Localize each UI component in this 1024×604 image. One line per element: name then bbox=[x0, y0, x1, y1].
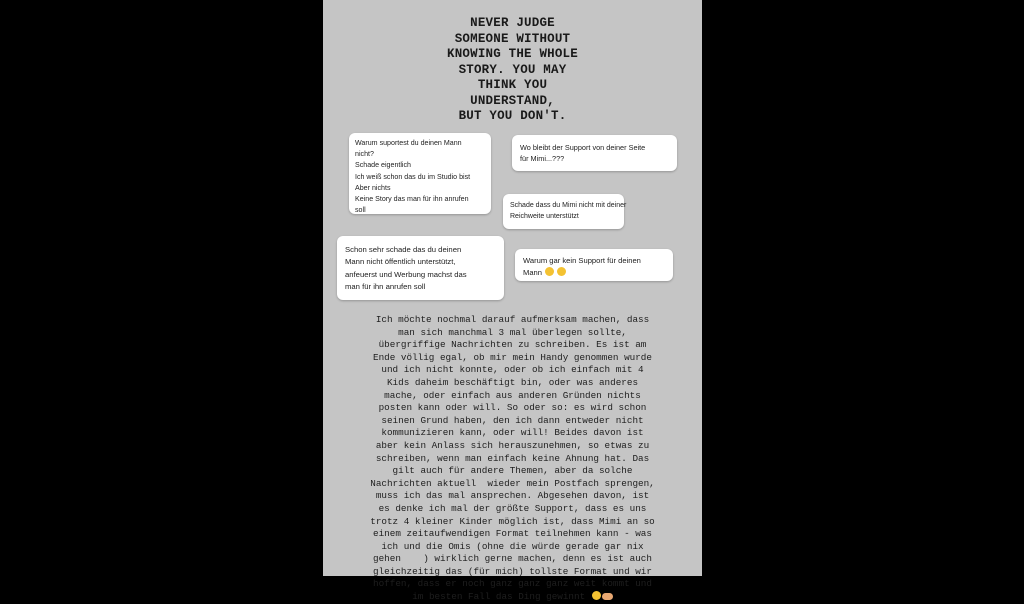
body-line: aber kein Anlass sich herauszunehmen, so etwas zu bbox=[375, 439, 650, 451]
body-line: hoffen, dass er noch ganz ganz ganz weit kommt und bbox=[373, 578, 652, 590]
story-frame bbox=[323, 0, 702, 603]
quote-line: STORY. YOU MAY bbox=[458, 62, 567, 77]
body-line-text: im besten Fall das Ding gewinnt bbox=[412, 591, 586, 603]
body-line: gilt auch für andere Themen, aber da solche bbox=[392, 465, 633, 477]
message-line: Schon sehr schade das du deinen bbox=[345, 245, 462, 254]
message-line: anfeuerst und Werbung machst das bbox=[345, 269, 467, 279]
body-line: trotz 4 kleiner Kinder möglich ist, dass Mimi an so bbox=[370, 515, 655, 527]
body-line: posten kann oder will. So oder so: es wird schon bbox=[378, 402, 647, 414]
quote-line: KNOWING THE WHOLE bbox=[447, 47, 578, 61]
body-line: übergriffige Nachrichten zu schreiben. Es ist am bbox=[378, 339, 647, 351]
face-icon bbox=[545, 267, 554, 276]
body-line: kommunizieren kann, oder will! Beides davon ist bbox=[381, 427, 644, 439]
message-line: Schade dass du Mimi nicht mit deiner bbox=[510, 202, 627, 209]
message-line: Reichweite unterstützt bbox=[510, 213, 579, 220]
message-line: Warum gar kein Support für deinen bbox=[523, 256, 641, 265]
body-line: seinen Grund haben, den ich dann entweder nicht bbox=[381, 414, 644, 426]
body-line: einem zeitaufwendigen Format teilnehmen kann - was bbox=[373, 528, 652, 540]
message-bubble bbox=[515, 249, 673, 281]
body-line: gehen ) wirklich gerne machen, denn es ist auch bbox=[373, 553, 652, 565]
message-line: Ich weiß schon das du im Studio bist bbox=[355, 172, 471, 181]
quote-line: BUT YOU DON'T. bbox=[458, 109, 567, 123]
body-line: Ende völlig egal, ob mir mein Handy genommen wurde bbox=[373, 351, 652, 363]
message-line: soll bbox=[355, 206, 366, 215]
smile-icon bbox=[592, 591, 601, 600]
body-line: mache, oder einfach aus anderen Gründen nichts bbox=[384, 389, 641, 401]
message-line: man für ihn anrufen soll bbox=[345, 281, 426, 291]
body-line: schreiben, wenn man einfach keine Ahnung hat. Das bbox=[375, 452, 650, 464]
message-line bbox=[523, 267, 665, 279]
body-line: gleichzeitig das (für mich) tollste Format und wir bbox=[373, 565, 652, 577]
hands-icon bbox=[602, 593, 613, 600]
quote-line: THINK YOU bbox=[477, 78, 548, 92]
message-line: Schade eigentlich bbox=[355, 161, 412, 170]
message-line: Aber nichts bbox=[355, 183, 391, 192]
message-bubble bbox=[512, 135, 677, 171]
body-line: Kids daheim beschäftigt bin, oder was anderes bbox=[386, 376, 639, 388]
body-line: es denke ich mal der größte Support, dass es uns bbox=[378, 502, 647, 514]
quote-line: SOMEONE WITHOUT bbox=[454, 31, 571, 46]
message-line: Wo bleibt der Support von deiner Seite bbox=[520, 143, 646, 152]
message-bubble bbox=[337, 236, 504, 300]
body-line: ich und die Omis (ohne die würde gerade gar nix bbox=[381, 540, 644, 552]
quote-line: UNDERSTAND, bbox=[470, 93, 555, 108]
message-line: Warum suportest du deinen Mann bbox=[355, 139, 462, 147]
story-body-text bbox=[333, 314, 692, 604]
body-line: man sich manchmal 3 mal überlegen sollte, bbox=[398, 326, 627, 338]
quote-text bbox=[323, 16, 702, 125]
body-line bbox=[333, 591, 692, 604]
message-line: für Mimi...??? bbox=[520, 154, 565, 163]
face-icon bbox=[557, 267, 566, 276]
message-line: Keine Story das man für ihn anrufen bbox=[355, 195, 469, 204]
message-bubble bbox=[503, 194, 627, 229]
body-line: muss ich das mal ansprechen. Abgesehen davon, ist bbox=[375, 490, 650, 502]
message-bubble bbox=[349, 133, 491, 214]
message-line: Mann nicht öffentlich unterstützt, bbox=[345, 257, 456, 267]
message-line: nicht? bbox=[355, 150, 374, 159]
body-line: Nachrichten aktuell wieder mein Postfach sprengen, bbox=[370, 477, 655, 489]
body-line: und ich nicht konnte, oder ob ich einfach mit 4 bbox=[381, 364, 644, 376]
quote-line: NEVER JUDGE bbox=[470, 16, 555, 30]
message-line-text: Mann bbox=[523, 267, 542, 277]
body-line: Ich möchte nochmal darauf aufmerksam machen, dass bbox=[375, 314, 650, 325]
